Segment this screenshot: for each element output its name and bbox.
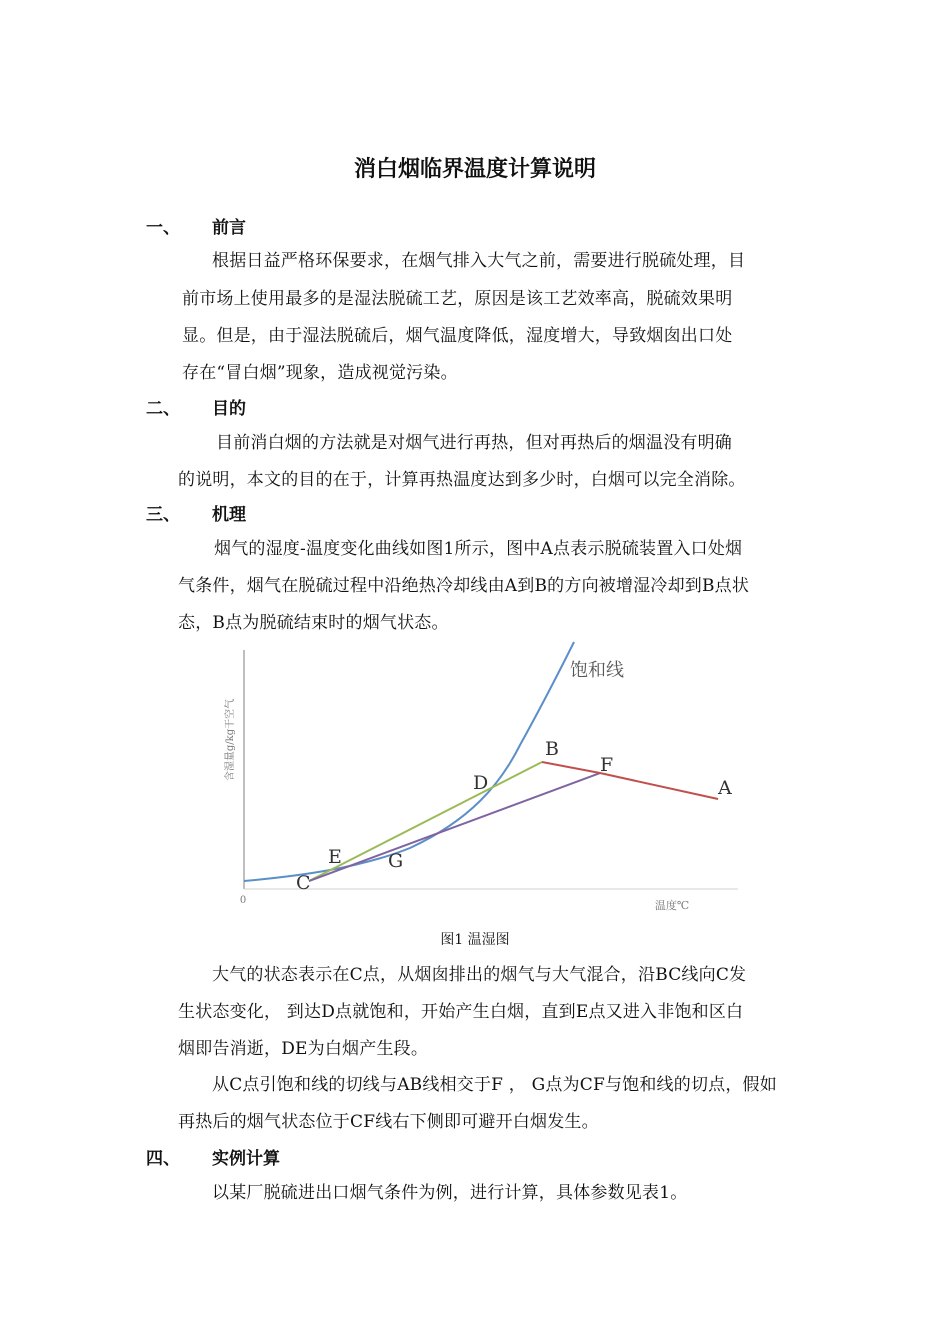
point-f-label: F	[600, 754, 614, 776]
section-title: 目的	[212, 399, 246, 419]
figure-caption: 图1 温湿图	[440, 932, 510, 948]
section-number: 三、	[146, 505, 180, 525]
paragraph-line: 显。但是，由于湿法脱硫后，烟气温度降低，湿度增大，导致烟囱出口处	[182, 326, 733, 346]
paragraph-line: 态，B点为脱硫结束时的烟气状态。	[178, 613, 449, 633]
paragraph-line: 前市场上使用最多的是湿法脱硫工艺，原因是该工艺效率高，脱硫效果明	[182, 289, 733, 309]
section-title: 机理	[212, 505, 246, 525]
line-ab	[542, 762, 718, 799]
section-number: 四、	[146, 1149, 180, 1169]
paragraph-line: 再热后的烟气状态位于CF线右下侧即可避开白烟发生。	[178, 1112, 599, 1132]
point-a-label: A	[718, 777, 732, 799]
point-c-label: C	[296, 872, 311, 894]
paragraph-line: 从C点引饱和线的切线与AB线相交于F ， G点为CF与饱和线的切点，假如	[212, 1075, 777, 1095]
point-e-label: E	[328, 846, 342, 868]
origin-label: 0	[239, 895, 247, 906]
section-title: 前言	[212, 218, 246, 238]
paragraph-line: 气条件，烟气在脱硫过程中沿绝热冷却线由A到B的方向被增湿冷却到B点状	[178, 576, 750, 596]
section-number: 一、	[146, 218, 180, 238]
page-title: 消白烟临界温度计算说明	[353, 157, 596, 182]
point-g-label: G	[388, 850, 404, 872]
paragraph-line: 生状态变化， 到达D点就饱和，开始产生白烟，直到E点又进入非饱和区白	[178, 1002, 744, 1022]
section-number: 二、	[146, 399, 180, 419]
paragraph-line: 烟即告消逝，DE为白烟产生段。	[178, 1039, 429, 1059]
paragraph-line: 以某厂脱硫进出口烟气条件为例，进行计算，具体参数见表1。	[212, 1183, 688, 1203]
x-axis-label: 温度℃	[654, 899, 690, 912]
paragraph-line: 存在“冒白烟”现象，造成视觉污染。	[182, 363, 458, 383]
saturation-curve	[244, 642, 574, 881]
paragraph-line: 大气的状态表示在C点，从烟囱排出的烟气与大气混合，沿BC线向C发	[212, 965, 747, 985]
y-axis-label: 含湿量g/kg干空气	[225, 698, 236, 782]
humidity-temperature-chart	[210, 638, 750, 918]
point-d-label: D	[473, 772, 489, 794]
paragraph-line: 根据日益严格环保要求，在烟气排入大气之前，需要进行脱硫处理，目	[212, 251, 746, 271]
paragraph-line: 目前消白烟的方法就是对烟气进行再热，但对再热后的烟温没有明确	[216, 433, 732, 453]
saturation-curve-label: 饱和线	[570, 660, 624, 681]
paragraph-line: 的说明，本文的目的在于，计算再热温度达到多少时，白烟可以完全消除。	[178, 470, 746, 490]
paragraph-line: 烟气的湿度-温度变化曲线如图1所示，图中A点表示脱硫装置入口处烟	[214, 539, 743, 559]
line-bc	[309, 762, 542, 881]
point-b-label: B	[545, 738, 559, 760]
line-cf	[309, 773, 600, 881]
section-title: 实例计算	[212, 1149, 280, 1169]
